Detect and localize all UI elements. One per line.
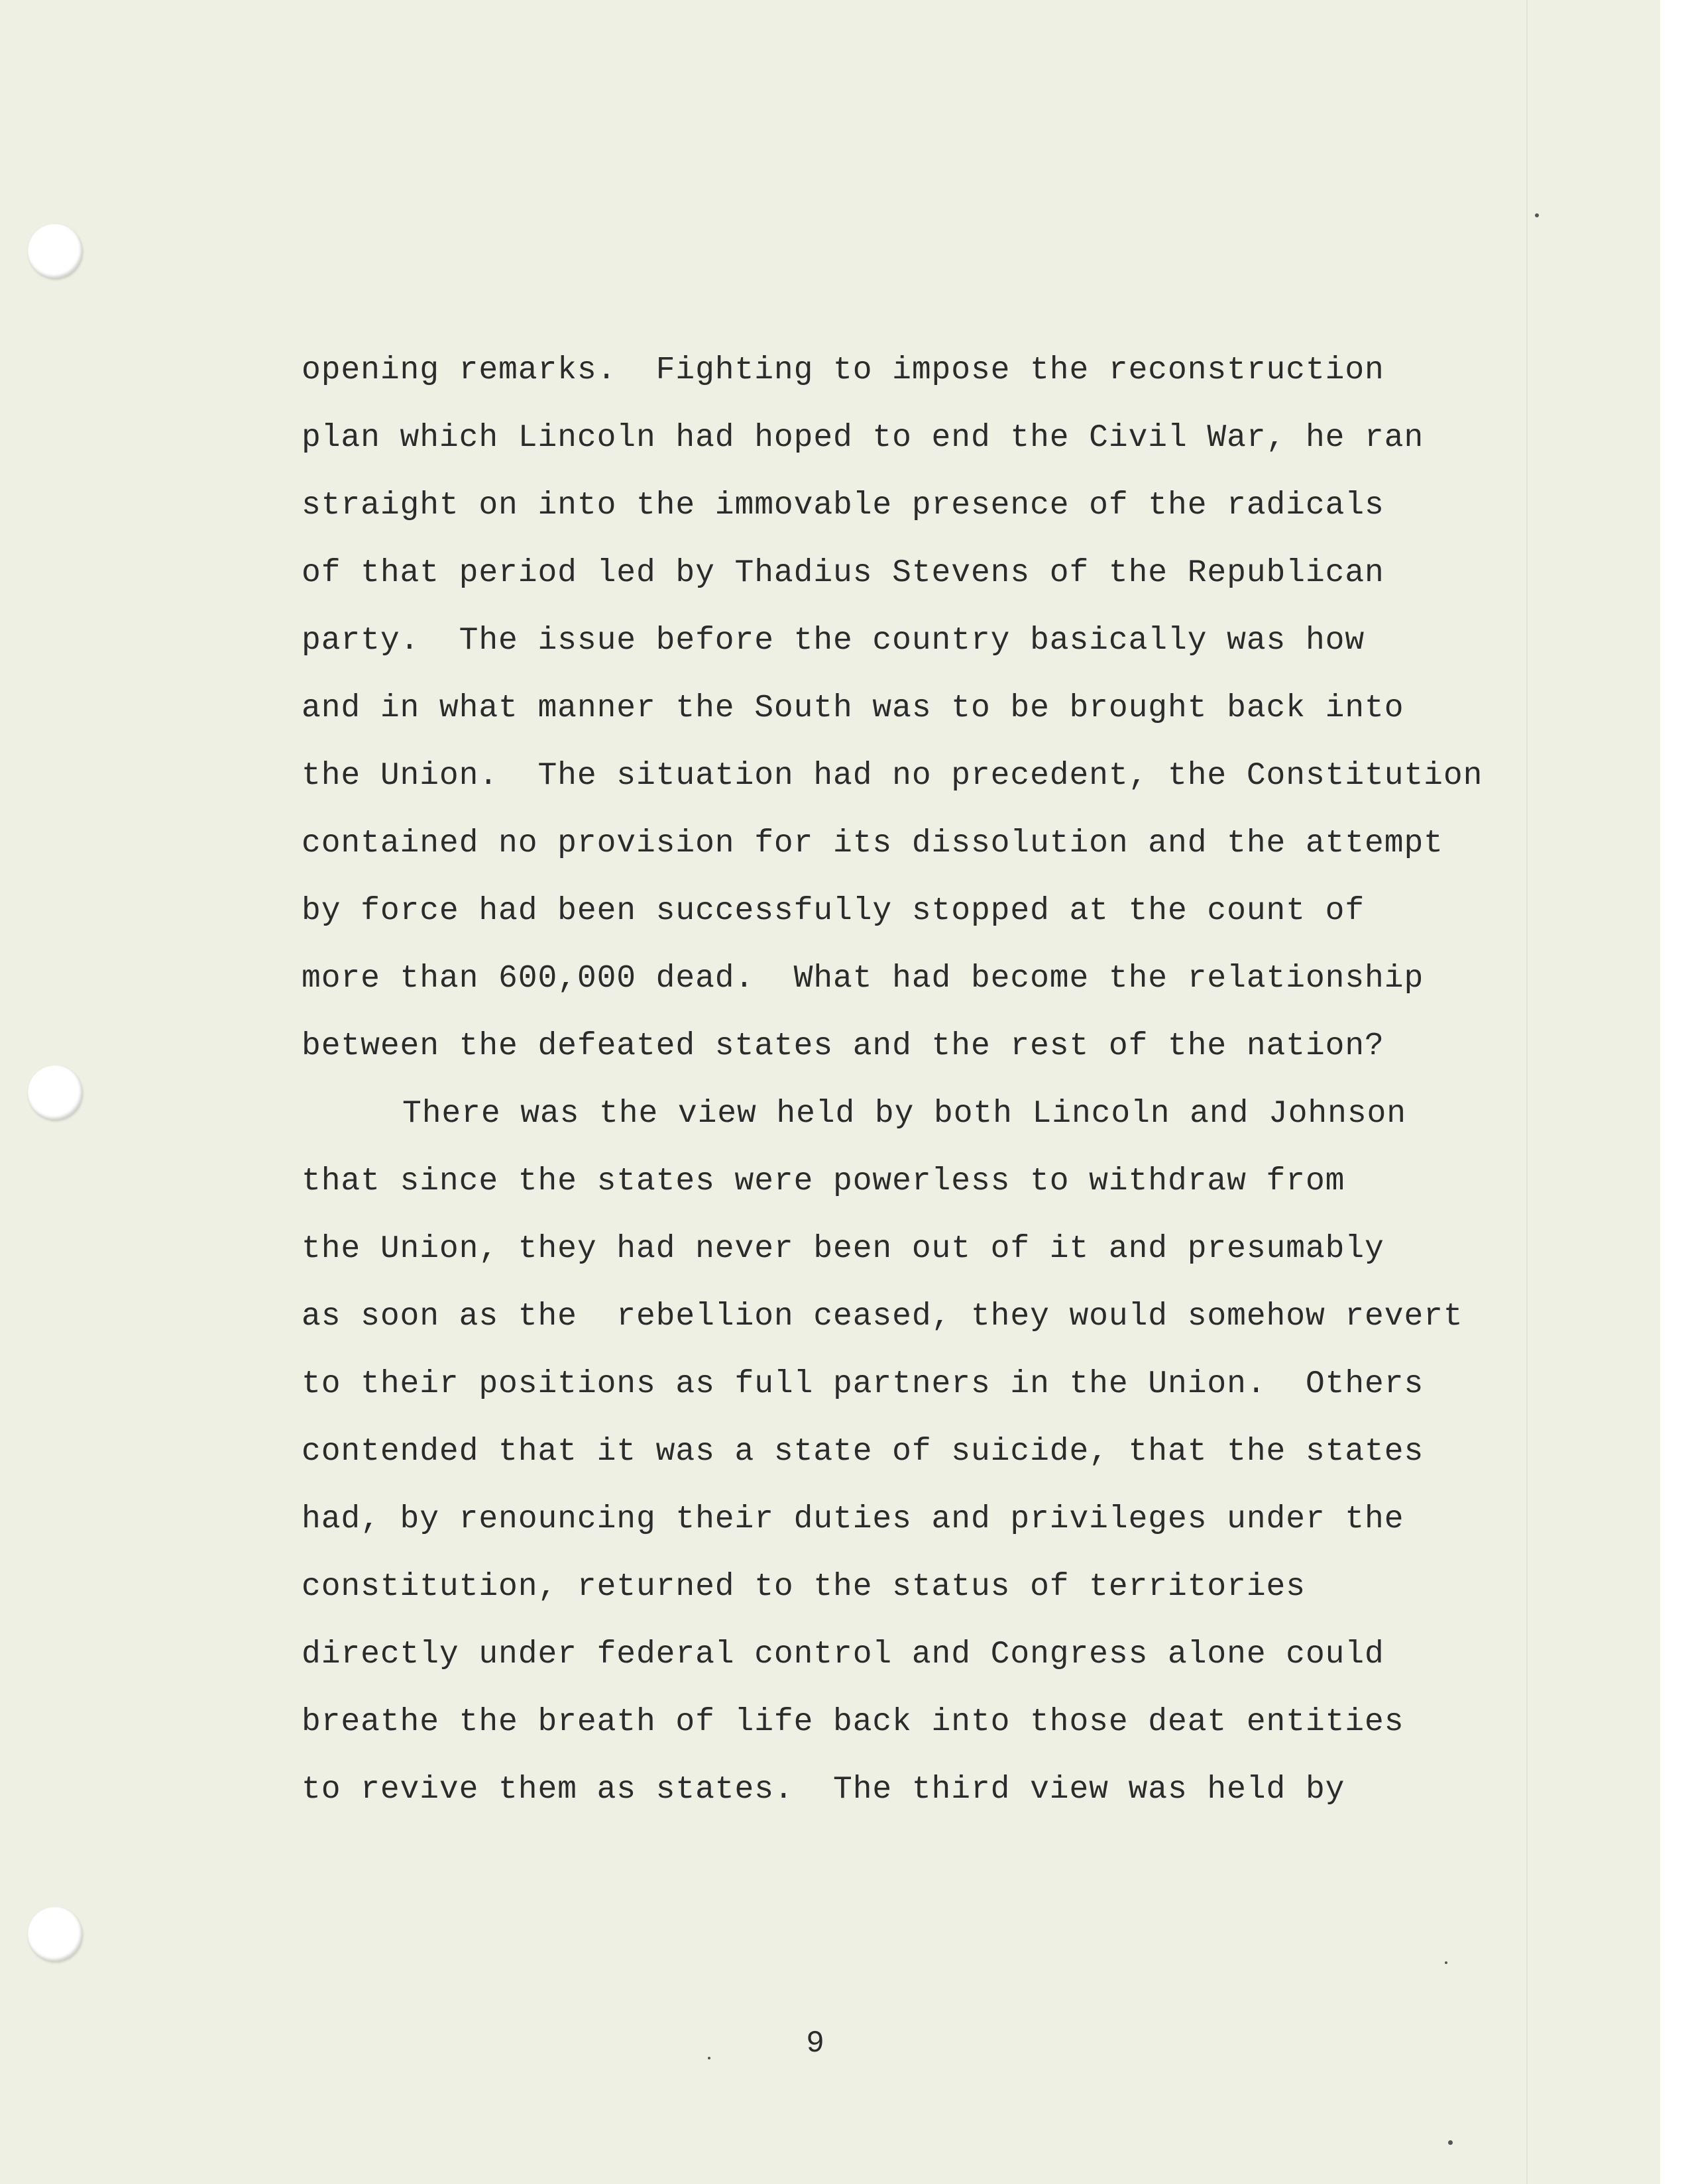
page-number: 9 bbox=[806, 2026, 824, 2061]
scan-speck bbox=[1445, 1961, 1447, 1964]
text-line: of that period led by Thadius Stevens of the Republican bbox=[302, 555, 1384, 591]
text-line: more than 600,000 dead. What had become the relationship bbox=[302, 961, 1424, 997]
text-line: directly under federal control and Congress alone could bbox=[302, 1637, 1384, 1672]
binder-hole-icon bbox=[28, 1907, 82, 1961]
body-text bbox=[302, 337, 1528, 1824]
text-line: opening remarks. Fighting to impose the reconstruction bbox=[302, 353, 1384, 388]
text-line: by force had been successfully stopped at the count of bbox=[302, 893, 1365, 929]
text-line: that since the states were powerless to withdraw from bbox=[302, 1164, 1345, 1199]
text-line: constitution, returned to the status of territories bbox=[302, 1569, 1306, 1605]
binder-hole-icon bbox=[28, 224, 82, 278]
binder-hole-icon bbox=[28, 1065, 82, 1120]
text-line: the Union, they had never been out of it and presumably bbox=[302, 1231, 1384, 1267]
text-line: contended that it was a state of suicide, that the states bbox=[302, 1434, 1424, 1470]
scan-margin bbox=[1660, 0, 1690, 2184]
text-line: to revive them as states. The third view was held by bbox=[302, 1772, 1345, 1808]
text-line: between the defeated states and the rest of the nation? bbox=[302, 1028, 1384, 1064]
text-line: the Union. The situation had no precedent, the Constitution bbox=[302, 758, 1483, 794]
text-line: straight on into the immovable presence of the radicals bbox=[302, 488, 1384, 523]
text-line: contained no provision for its dissolution and the attempt bbox=[302, 826, 1443, 861]
text-line: as soon as the rebellion ceased, they would somehow revert bbox=[302, 1299, 1463, 1335]
scan-speck bbox=[1448, 2140, 1453, 2145]
text-line: to their positions as full partners in the Union. Others bbox=[302, 1366, 1424, 1402]
text-line: and in what manner the South was to be brought back into bbox=[302, 690, 1404, 726]
scan-speck bbox=[708, 2057, 710, 2059]
text-line: had, by renouncing their duties and privileges under the bbox=[302, 1502, 1404, 1537]
scan-speck bbox=[1535, 213, 1539, 217]
paragraph-start-line: There was the view held by both Lincoln and Johnson bbox=[402, 1096, 1406, 1132]
text-line: breathe the breath of life back into those deat entities bbox=[302, 1704, 1404, 1740]
text-line: plan which Lincoln had hoped to end the Civil War, he ran bbox=[302, 420, 1424, 456]
text-line: party. The issue before the country basically was how bbox=[302, 623, 1365, 659]
